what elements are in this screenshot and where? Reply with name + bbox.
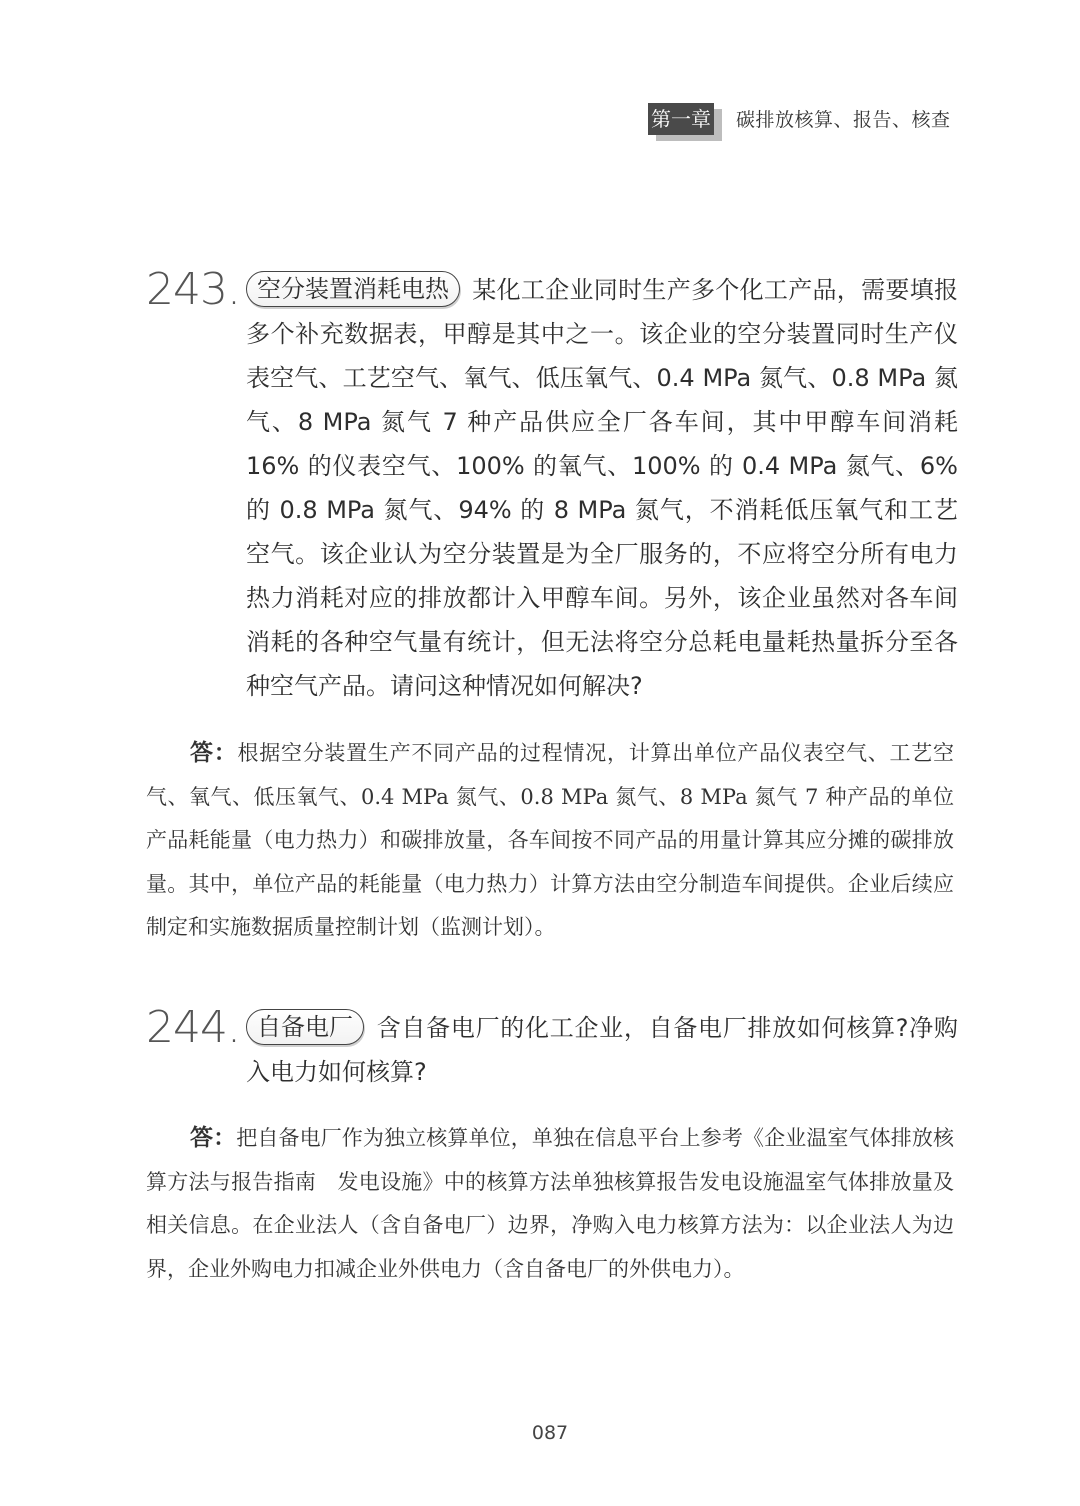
question-number: 243. [146, 264, 240, 315]
question-topic-tag: 自备电厂 [246, 1009, 364, 1045]
answer-text: 根据空分装置生产不同产品的过程情况，计算出单位产品仪表空气、工艺空气、氧气、低压氧气、0.4 MPa 氮气、0.8 MPa 氮气、8 MPa 氮气 7 种产品的单位产品耗能量（电力热力）和碳排放量，各车间按不同产品的用量计算其应分摊的碳排放量。其中，单位产品的耗能量（电力热力）计算方法由空分制造车间提供。企业后续应制定和实施数据质量控制计划（监测计划）。 [146, 741, 955, 939]
question-text: 某化工企业同时生产多个化工产品，需要填报多个补充数据表，甲醇是其中之一。该企业的空分装置同时生产仪表空气、工艺空气、氧气、低压氧气、0.4 MPa 氮气、0.8 MPa 氮气、8 MPa 氮气 7 种产品供应全厂各车间，其中甲醇车间消耗 16% 的仪表空气、100% 的氧气、100% 的 0.4 MPa 氮气、6% 的 0.8 MPa 氮气、94% 的 8 MPa 氮气，不消耗低压氧气和工艺空气。该企业认为空分装置是为全厂服务的，不应将空分所有电力热力消耗对应的排放都计入甲醇车间。另外，该企业虽然对各车间消耗的各种空气量有统计，但无法将空分总耗电量耗热量拆分至各种空气产品。请问这种情况如何解决? [246, 276, 958, 700]
question-number: 244. [146, 1002, 240, 1053]
answer-text: 把自备电厂作为独立核算单位，单独在信息平台上参考《企业温室气体排放核算方法与报告指南 发电设施》中的核算方法单独核算报告发电设施温室气体排放量及相关信息。在企业法人（含自备电厂）边界，净购入电力核算方法为：以企业法人为边界，企业外购电力扣减企业外供电力（含自备电厂的外供电力）。 [146, 1126, 955, 1281]
question-text-block [246, 1006, 958, 1094]
answer-label: 答： [190, 1125, 237, 1151]
chapter-label: 第一章 [648, 103, 714, 135]
answer-243 [146, 732, 954, 950]
chapter-title: 碳排放核算、报告、核查 [736, 109, 951, 131]
running-header [648, 103, 960, 139]
answer-label: 答： [190, 740, 238, 766]
question-text: 含自备电厂的化工企业，自备电厂排放如何核算?净购入电力如何核算? [246, 1014, 958, 1086]
question-topic-tag: 空分装置消耗电热 [246, 271, 460, 307]
page-number: 087 [531, 1422, 569, 1444]
answer-244 [146, 1117, 954, 1291]
question-text-block [246, 268, 958, 708]
